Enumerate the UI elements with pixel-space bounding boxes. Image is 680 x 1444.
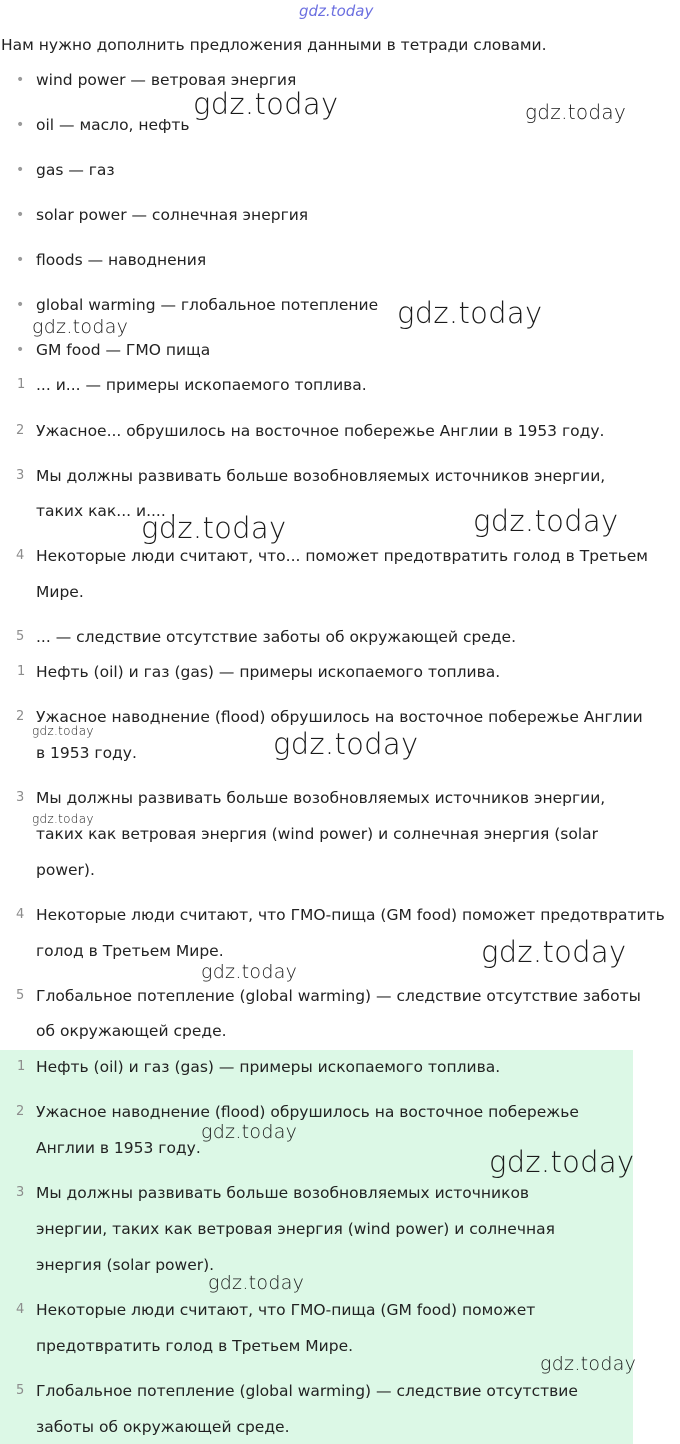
task-item-continued: Мире.: [36, 583, 84, 601]
watermark: gdz.today: [32, 724, 94, 738]
answer-item: Нефть (oil) и газ (gas) — примеры ископаемого топлива.: [36, 663, 501, 681]
task-item: Некоторые люди считают, что... поможет предотвратить голод в Третьем: [36, 547, 648, 565]
watermark: gdz.today: [540, 1353, 637, 1375]
intro-text: Нам нужно дополнить предложения данными в тетради словами.: [1, 36, 547, 54]
answer-item: Ужасное наводнение (flood) обрушилось на восточное побережье Англии: [36, 708, 643, 726]
vocab-item: solar power — солнечная энергия: [36, 206, 309, 224]
task-item: ... и... — примеры ископаемого топлива.: [36, 376, 367, 394]
watermark: gdz.today: [473, 504, 619, 538]
watermark: gdz.today: [525, 100, 627, 124]
item-number: 3: [16, 468, 25, 483]
watermark: gdz.today: [397, 296, 543, 330]
watermark: gdz.today: [193, 87, 339, 121]
item-number: 5: [16, 629, 25, 644]
highlighted-answer-item-continued: заботы об окружающей среде.: [36, 1418, 290, 1436]
item-number: 4: [16, 548, 25, 563]
vocab-item: gas — газ: [36, 161, 115, 179]
vocab-item: GM food — ГМО пища: [36, 341, 211, 359]
highlighted-answer-item: Глобальное потепление (global warming) — следствие отсутствие: [36, 1382, 578, 1400]
task-item-continued: таких как... и.... .: [36, 502, 176, 520]
watermark: gdz.today: [201, 961, 298, 983]
highlighted-answer-item: Нефть (oil) и газ (gas) — примеры ископаемого топлива.: [36, 1058, 501, 1076]
watermark: gdz.today: [208, 1272, 305, 1294]
watermark: gdz.today: [273, 727, 419, 761]
watermark: gdz.today: [32, 316, 129, 338]
answer-item-continued: таких как ветровая энергия (wind power) и солнечная энергия (solar: [36, 825, 598, 843]
vocab-item: oil — масло, нефть: [36, 116, 190, 134]
item-number: 1: [17, 1059, 26, 1074]
item-number: 5: [16, 1383, 25, 1398]
bullet-icon: •: [16, 207, 25, 223]
watermark: gdz.today: [201, 1121, 298, 1143]
item-number: 3: [16, 1185, 25, 1200]
highlighted-answer-item-continued: энергии, таких как ветровая энергия (wind power) и солнечная: [36, 1220, 555, 1238]
answer-item-continued: об окружающей среде.: [36, 1022, 227, 1040]
bullet-icon: •: [16, 342, 25, 358]
answer-item-continued: power).: [36, 861, 95, 879]
vocab-item: floods — наводнения: [36, 251, 207, 269]
bullet-icon: •: [16, 297, 25, 313]
item-number: 3: [16, 790, 25, 805]
answer-item: Мы должны развивать больше возобновляемых источников энергии,: [36, 789, 606, 807]
watermark: gdz.today: [489, 1145, 635, 1179]
answer-item: Некоторые люди считают, что ГМО-пища (GM food) поможет предотвратить: [36, 906, 665, 924]
item-number: 2: [16, 423, 25, 438]
watermark: gdz.today: [141, 511, 287, 545]
item-number: 4: [16, 1302, 25, 1317]
task-item: Ужасное... обрушилось на восточное побережье Англии в 1953 году.: [36, 422, 605, 440]
bullet-icon: •: [16, 117, 25, 133]
item-number: 1: [17, 377, 26, 392]
item-number: 1: [17, 664, 26, 679]
task-item: ... — следствие отсутствие заботы об окружающей среде.: [36, 628, 517, 646]
highlighted-answer-item-continued: энергия (solar power).: [36, 1256, 215, 1274]
answer-item-continued: голод в Третьем Мире.: [36, 942, 224, 960]
answer-item-continued: в 1953 году.: [36, 744, 137, 762]
bullet-icon: •: [16, 162, 25, 178]
highlighted-answer-item-continued: предотвратить голод в Третьем Мире.: [36, 1337, 354, 1355]
header-watermark: gdz.today: [299, 2, 374, 20]
vocab-item: global warming — глобальное потепление: [36, 296, 379, 314]
highlighted-answer-item: Ужасное наводнение (flood) обрушилось на восточное побережье: [36, 1103, 579, 1121]
watermark: gdz.today: [32, 812, 94, 826]
highlighted-answer-item: Мы должны развивать больше возобновляемых источников: [36, 1184, 530, 1202]
vocab-item: wind power — ветровая энергия: [36, 71, 297, 89]
task-item: Мы должны развивать больше возобновляемых источников энергии,: [36, 467, 606, 485]
answer-item: Глобальное потепление (global warming) — следствие отсутствие заботы: [36, 987, 641, 1005]
bullet-icon: •: [16, 252, 25, 268]
highlighted-answer-item: Некоторые люди считают, что ГМО-пища (GM food) поможет: [36, 1301, 536, 1319]
item-number: 2: [16, 709, 25, 724]
highlighted-answer-item-continued: Англии в 1953 году.: [36, 1139, 201, 1157]
watermark: gdz.today: [481, 935, 627, 969]
bullet-icon: •: [16, 72, 25, 88]
item-number: 4: [16, 907, 25, 922]
item-number: 5: [16, 988, 25, 1003]
item-number: 2: [16, 1104, 25, 1119]
